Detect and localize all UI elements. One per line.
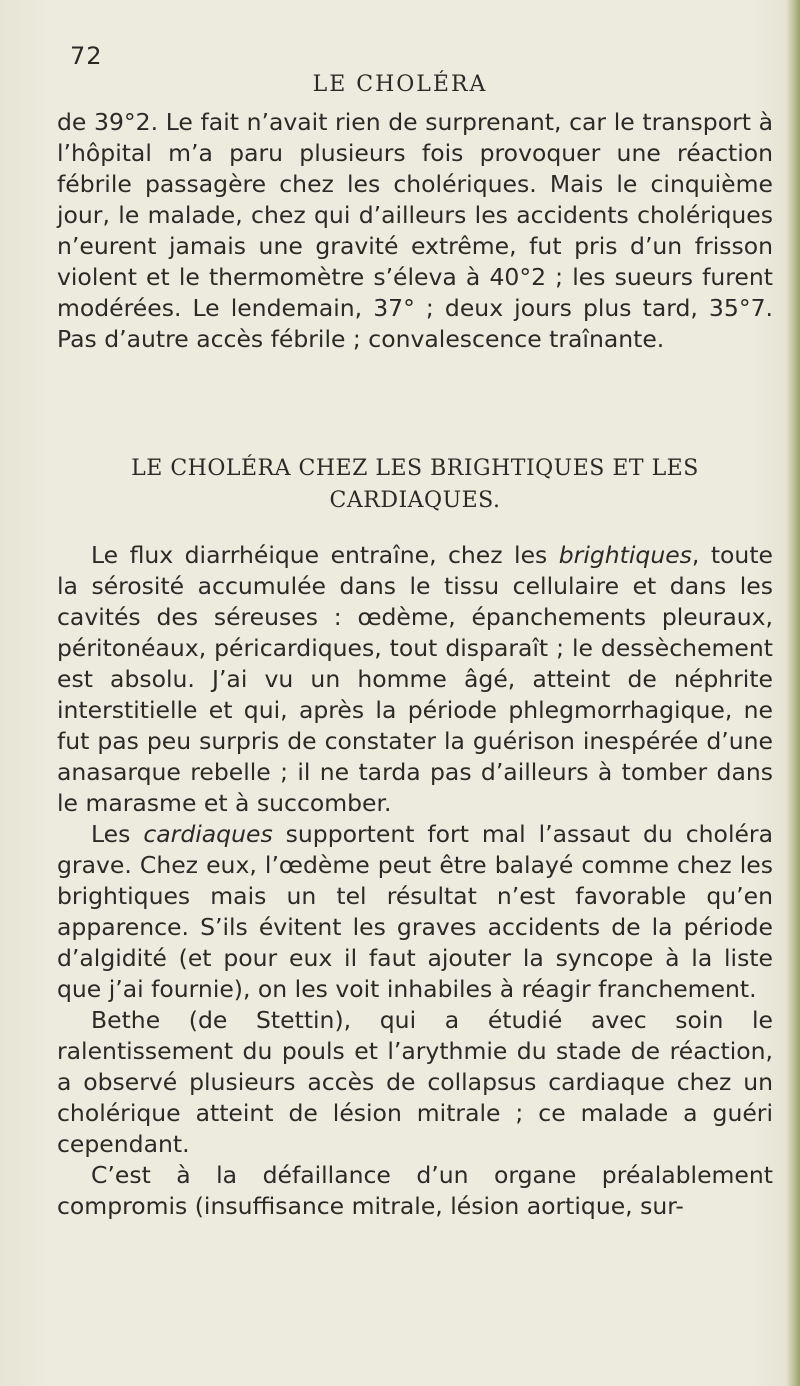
paragraph-brightiques [57,540,773,819]
section-title-line-2: CARDIAQUES. [329,488,501,513]
running-title: LE CHOLÉRA [312,72,488,97]
text-block-section [57,540,773,1222]
italic-term: cardiaques [143,820,273,848]
paragraph-text: Le flux diarrhéique entraîne, chez les [91,541,559,569]
paragraph-text: Les [91,820,144,848]
paragraph-cardiaques [57,819,773,1005]
page-number: 72 [70,42,103,70]
paragraph-text: , toute la sérosité accumulée dans le tissu cellulaire et dans les cavités des séreuses : œdème, épanchements pleuraux, péritonéaux, péricardiques, tout disparaît ; le dessèchement est absolu. J’ai vu un homme âgé, atteint de néphrite interstitielle et qui, après la période phlegmorrhagique, ne fut pas peu surpris de constater la guérison inespérée d’une anasarque rebelle ; il ne tarda pas d’ailleurs à tomber dans le marasme et à succomber. [57,541,773,817]
paragraph-defaillance: C’est à la défaillance d’un organe préalablement compromis (insuffisance mitrale, lésion aortique, sur- [57,1161,773,1220]
paragraph-text: supportent fort mal l’assaut du choléra grave. Chez eux, l’œdème peut être balayé comme chez les brightiques mais un tel résultat n’est favorable qu’en apparence. S’ils évitent les graves accidents de la période d’algidité (et pour eux il faut ajouter la syncope à la liste que j’ai fournie), on les voit inhabiles à réagir franchement. [57,820,773,1003]
section-title-line-1: LE CHOLÉRA CHEZ LES BRIGHTIQUES ET LES [131,456,699,481]
page-edge-shadow [786,0,800,1386]
paragraph-continuation: de 39°2. Le fait n’avait rien de surprenant, car le transport à l’hôpital m’a paru plusieurs fois provoquer une réaction fébrile passagère chez les cholériques. Mais le cinquième jour, le malade, chez qui d’ailleurs les accidents cholériques n’eurent jamais une gravité extrême, fut pris d’un frisson violent et le thermomètre s’éleva à 40°2 ; les sueurs furent modérées. Le lendemain, 37° ; deux jours plus tard, 35°7. Pas d’autre accès fébrile ; convalescence traînante. [57,108,773,353]
text-block-top [57,107,773,355]
italic-term: brightiques [558,541,692,569]
paragraph-bethe: Bethe (de Stettin), qui a étudié avec soin le ralentissement du pouls et l’arythmie du stade de réaction, a observé plusieurs accès de collapsus cardiaque chez un cholérique atteint de lésion mitrale ; ce malade a guéri cependant. [57,1006,773,1158]
section-title [57,453,773,517]
